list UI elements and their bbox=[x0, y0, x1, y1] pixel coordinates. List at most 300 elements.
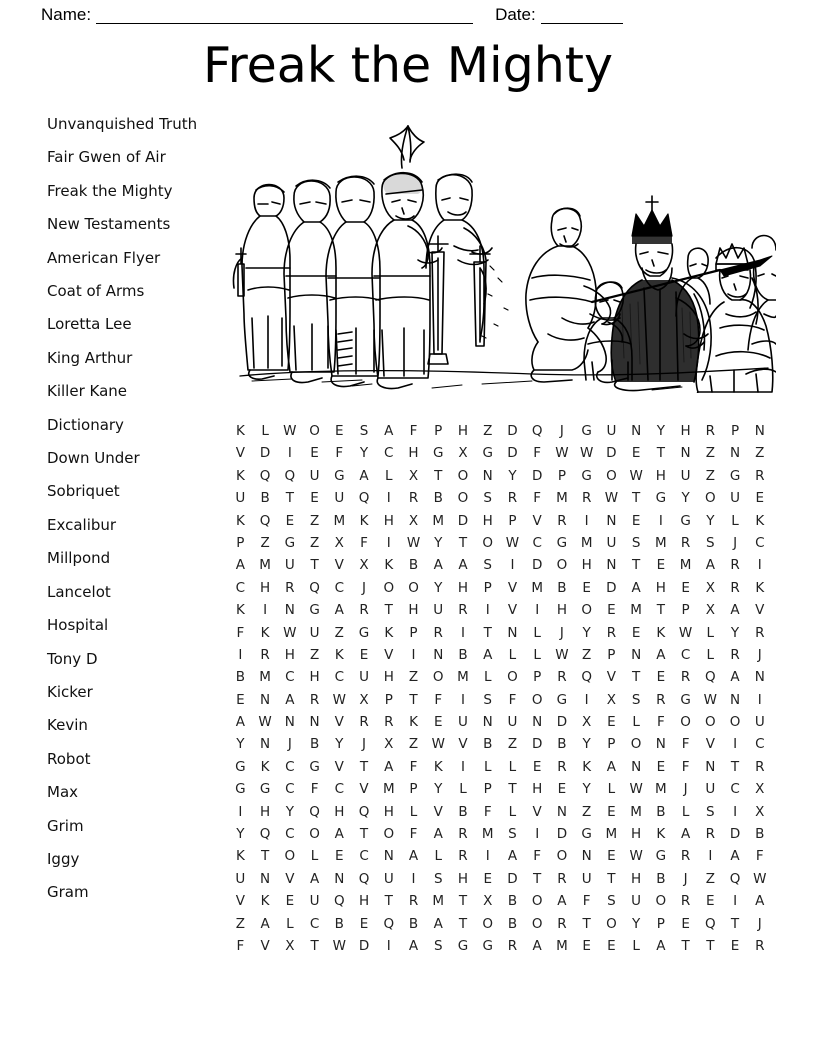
grid-cell[interactable]: A bbox=[433, 915, 443, 932]
grid-cell[interactable]: U bbox=[334, 490, 345, 507]
grid-cell[interactable]: X bbox=[755, 781, 765, 798]
grid-cell[interactable]: W bbox=[678, 624, 693, 641]
grid-cell[interactable]: E bbox=[582, 579, 591, 596]
grid-cell[interactable]: R bbox=[705, 826, 716, 843]
grid-cell[interactable]: V bbox=[359, 781, 369, 798]
grid-cell[interactable]: D bbox=[531, 557, 543, 574]
grid-cell[interactable]: P bbox=[409, 624, 418, 641]
grid-cell[interactable]: M bbox=[259, 669, 271, 686]
grid-cell[interactable]: K bbox=[384, 557, 394, 574]
grid-cell[interactable]: Z bbox=[309, 512, 320, 529]
grid-cell[interactable]: R bbox=[606, 624, 617, 641]
grid-cell[interactable]: T bbox=[458, 893, 468, 910]
grid-cell[interactable]: J bbox=[683, 870, 688, 887]
grid-cell[interactable]: N bbox=[730, 691, 741, 708]
grid-cell[interactable]: W bbox=[629, 781, 643, 798]
grid-cell[interactable]: R bbox=[408, 893, 419, 910]
grid-cell[interactable]: W bbox=[753, 870, 767, 887]
grid-cell[interactable]: H bbox=[408, 602, 419, 619]
grid-cell[interactable]: R bbox=[557, 758, 567, 775]
grid-cell[interactable]: G bbox=[457, 937, 469, 954]
grid-cell[interactable]: Y bbox=[285, 803, 294, 820]
grid-cell[interactable]: U bbox=[359, 669, 369, 686]
grid-cell[interactable]: T bbox=[359, 826, 369, 843]
grid-cell[interactable]: I bbox=[411, 870, 416, 887]
grid-cell[interactable]: F bbox=[236, 937, 245, 954]
grid-cell[interactable]: J bbox=[362, 736, 367, 753]
grid-cell[interactable]: N bbox=[705, 758, 716, 775]
grid-cell[interactable]: L bbox=[409, 803, 418, 820]
grid-cell[interactable]: J bbox=[757, 646, 762, 663]
grid-cell[interactable]: X bbox=[483, 893, 493, 910]
grid-cell[interactable]: U bbox=[606, 423, 617, 439]
grid-cell[interactable]: E bbox=[285, 512, 295, 529]
grid-cell[interactable]: H bbox=[383, 512, 394, 529]
grid-cell[interactable]: I bbox=[485, 848, 490, 865]
grid-cell[interactable]: O bbox=[432, 669, 444, 686]
grid-cell[interactable]: G bbox=[259, 781, 271, 798]
grid-cell[interactable]: F bbox=[681, 736, 690, 753]
grid-cell[interactable]: O bbox=[383, 579, 395, 596]
grid-cell[interactable]: V bbox=[532, 512, 542, 529]
grid-cell[interactable]: M bbox=[605, 826, 618, 843]
grid-cell[interactable]: O bbox=[680, 714, 691, 731]
grid-cell[interactable]: I bbox=[263, 602, 268, 619]
grid-cell[interactable]: Y bbox=[434, 534, 443, 551]
grid-cell[interactable]: A bbox=[260, 915, 270, 932]
grid-cell[interactable]: R bbox=[755, 758, 765, 775]
grid-cell[interactable]: D bbox=[457, 512, 469, 529]
grid-cell[interactable]: X bbox=[755, 803, 765, 820]
grid-cell[interactable]: L bbox=[310, 848, 319, 865]
grid-cell[interactable]: L bbox=[533, 624, 541, 641]
grid-cell[interactable]: N bbox=[482, 714, 493, 731]
grid-cell[interactable]: E bbox=[310, 445, 319, 462]
word-list-item[interactable]: Sobriquet bbox=[47, 482, 120, 501]
grid-cell[interactable]: Z bbox=[408, 669, 419, 686]
word-list-item[interactable]: Dictionary bbox=[47, 415, 124, 434]
grid-cell[interactable]: U bbox=[730, 490, 740, 507]
grid-cell[interactable]: O bbox=[705, 490, 716, 507]
grid-cell[interactable]: R bbox=[458, 848, 468, 865]
grid-cell[interactable]: E bbox=[335, 423, 344, 439]
grid-cell[interactable]: F bbox=[582, 893, 591, 910]
grid-cell[interactable]: G bbox=[235, 758, 246, 775]
grid-cell[interactable]: G bbox=[556, 691, 568, 708]
grid-cell[interactable]: H bbox=[655, 579, 666, 596]
grid-cell[interactable]: M bbox=[556, 490, 568, 507]
grid-cell[interactable]: N bbox=[260, 736, 271, 753]
grid-cell[interactable]: A bbox=[656, 646, 666, 663]
grid-cell[interactable]: E bbox=[730, 937, 740, 954]
grid-cell[interactable]: L bbox=[632, 937, 640, 954]
grid-cell[interactable]: S bbox=[433, 870, 443, 887]
grid-cell[interactable]: C bbox=[235, 579, 246, 596]
grid-cell[interactable]: Z bbox=[309, 646, 320, 663]
grid-cell[interactable]: K bbox=[433, 758, 443, 775]
grid-cell[interactable]: B bbox=[656, 803, 666, 820]
grid-cell[interactable]: I bbox=[584, 512, 589, 529]
grid-cell[interactable]: G bbox=[655, 490, 667, 507]
grid-cell[interactable]: S bbox=[631, 691, 641, 708]
grid-cell[interactable]: R bbox=[581, 490, 592, 507]
grid-cell[interactable]: R bbox=[458, 826, 468, 843]
grid-cell[interactable]: W bbox=[703, 691, 717, 708]
grid-cell[interactable]: W bbox=[604, 490, 619, 507]
grid-cell[interactable]: S bbox=[631, 534, 641, 551]
grid-cell[interactable]: D bbox=[531, 736, 543, 753]
grid-cell[interactable]: L bbox=[508, 758, 517, 775]
grid-cell[interactable]: O bbox=[457, 490, 469, 507]
grid-cell[interactable]: T bbox=[285, 490, 294, 507]
grid-cell[interactable]: W bbox=[555, 445, 569, 462]
grid-cell[interactable]: M bbox=[432, 893, 445, 910]
grid-cell[interactable]: I bbox=[460, 624, 465, 641]
grid-cell[interactable]: O bbox=[606, 915, 617, 932]
grid-cell[interactable]: K bbox=[755, 579, 765, 596]
grid-cell[interactable]: E bbox=[285, 893, 295, 910]
grid-cell[interactable]: H bbox=[655, 467, 666, 484]
grid-cell[interactable]: U bbox=[631, 893, 642, 910]
grid-cell[interactable]: O bbox=[383, 826, 395, 843]
grid-cell[interactable]: P bbox=[730, 423, 740, 439]
grid-cell[interactable]: D bbox=[507, 870, 518, 887]
grid-cell[interactable]: U bbox=[309, 624, 320, 641]
grid-cell[interactable]: O bbox=[531, 893, 543, 910]
grid-cell[interactable]: I bbox=[485, 602, 490, 619]
grid-cell[interactable]: O bbox=[729, 714, 741, 731]
grid-cell[interactable]: Z bbox=[334, 624, 344, 641]
grid-cell[interactable]: K bbox=[755, 512, 765, 529]
grid-cell[interactable]: C bbox=[730, 781, 740, 798]
grid-cell[interactable]: H bbox=[631, 826, 642, 843]
grid-cell[interactable]: Y bbox=[434, 579, 443, 596]
word-list-item[interactable]: Grim bbox=[47, 816, 84, 835]
grid-cell[interactable]: D bbox=[606, 445, 617, 462]
grid-cell[interactable]: I bbox=[386, 490, 391, 507]
grid-cell[interactable]: U bbox=[606, 534, 617, 551]
grid-cell[interactable]: V bbox=[532, 803, 542, 820]
word-list-item[interactable]: King Arthur bbox=[47, 348, 133, 367]
grid-cell[interactable]: H bbox=[260, 803, 271, 820]
grid-cell[interactable]: A bbox=[606, 758, 616, 775]
grid-cell[interactable]: M bbox=[655, 534, 667, 551]
grid-cell[interactable]: R bbox=[730, 557, 740, 574]
grid-cell[interactable]: G bbox=[729, 467, 741, 484]
grid-cell[interactable]: K bbox=[235, 467, 245, 484]
grid-cell[interactable]: U bbox=[235, 490, 246, 507]
grid-cell[interactable]: F bbox=[409, 826, 418, 843]
grid-cell[interactable]: L bbox=[731, 512, 739, 529]
grid-cell[interactable]: P bbox=[384, 691, 393, 708]
grid-cell[interactable]: K bbox=[235, 423, 245, 439]
grid-cell[interactable]: T bbox=[631, 557, 641, 574]
grid-cell[interactable]: O bbox=[531, 691, 543, 708]
grid-cell[interactable]: P bbox=[483, 781, 492, 798]
grid-cell[interactable]: N bbox=[532, 714, 543, 731]
grid-cell[interactable]: N bbox=[433, 646, 444, 663]
grid-cell[interactable]: E bbox=[433, 714, 443, 731]
grid-cell[interactable]: F bbox=[360, 534, 368, 551]
grid-cell[interactable]: M bbox=[432, 512, 445, 529]
grid-cell[interactable]: B bbox=[433, 490, 443, 507]
grid-cell[interactable]: L bbox=[483, 669, 492, 686]
grid-cell[interactable]: E bbox=[557, 781, 567, 798]
grid-cell[interactable]: C bbox=[680, 646, 691, 663]
word-list-item[interactable]: Killer Kane bbox=[47, 382, 128, 401]
grid-cell[interactable]: F bbox=[409, 758, 418, 775]
grid-cell[interactable]: U bbox=[705, 781, 716, 798]
grid-cell[interactable]: A bbox=[433, 557, 443, 574]
grid-cell[interactable]: A bbox=[285, 691, 295, 708]
grid-cell[interactable]: N bbox=[754, 423, 765, 439]
grid-cell[interactable]: S bbox=[607, 893, 616, 910]
grid-cell[interactable]: X bbox=[285, 937, 295, 954]
grid-cell[interactable]: V bbox=[260, 937, 270, 954]
grid-cell[interactable]: V bbox=[458, 736, 468, 753]
grid-cell[interactable]: Z bbox=[755, 445, 765, 462]
grid-cell[interactable]: D bbox=[556, 714, 568, 731]
grid-cell[interactable]: O bbox=[655, 893, 667, 910]
word-list-item[interactable]: Iggy bbox=[47, 849, 80, 868]
grid-cell[interactable]: H bbox=[383, 803, 394, 820]
grid-cell[interactable]: E bbox=[310, 490, 319, 507]
grid-cell[interactable]: R bbox=[730, 579, 740, 596]
grid-cell[interactable]: H bbox=[581, 557, 592, 574]
grid-cell[interactable]: B bbox=[260, 490, 270, 507]
grid-cell[interactable]: Y bbox=[656, 423, 665, 439]
word-list-item[interactable]: Lancelot bbox=[47, 582, 111, 601]
grid-cell[interactable]: L bbox=[533, 646, 541, 663]
grid-cell[interactable]: L bbox=[434, 848, 442, 865]
grid-cell[interactable]: N bbox=[334, 870, 345, 887]
grid-cell[interactable]: X bbox=[606, 691, 616, 708]
grid-cell[interactable]: G bbox=[433, 445, 444, 462]
grid-cell[interactable]: L bbox=[607, 781, 616, 798]
grid-cell[interactable]: R bbox=[557, 512, 567, 529]
grid-cell[interactable]: H bbox=[309, 669, 320, 686]
grid-cell[interactable]: F bbox=[335, 445, 344, 462]
grid-cell[interactable]: A bbox=[359, 467, 369, 484]
grid-cell[interactable]: R bbox=[680, 893, 691, 910]
grid-cell[interactable]: K bbox=[359, 512, 369, 529]
grid-cell[interactable]: I bbox=[460, 758, 465, 775]
grid-cell[interactable]: Z bbox=[235, 915, 245, 932]
grid-cell[interactable]: N bbox=[680, 445, 691, 462]
grid-cell[interactable]: G bbox=[655, 848, 667, 865]
grid-cell[interactable]: O bbox=[531, 915, 543, 932]
grid-cell[interactable]: Z bbox=[582, 646, 592, 663]
grid-cell[interactable]: X bbox=[582, 714, 592, 731]
grid-cell[interactable]: N bbox=[482, 467, 493, 484]
grid-cell[interactable]: H bbox=[556, 602, 567, 619]
grid-cell[interactable]: H bbox=[383, 669, 394, 686]
grid-cell[interactable]: N bbox=[754, 669, 765, 686]
grid-cell[interactable]: F bbox=[483, 803, 492, 820]
grid-cell[interactable]: V bbox=[235, 445, 245, 462]
grid-cell[interactable]: S bbox=[706, 803, 715, 820]
grid-cell[interactable]: A bbox=[458, 557, 468, 574]
grid-cell[interactable]: D bbox=[729, 826, 741, 843]
grid-cell[interactable]: R bbox=[458, 602, 468, 619]
grid-cell[interactable]: N bbox=[383, 848, 394, 865]
grid-cell[interactable]: E bbox=[681, 915, 690, 932]
grid-cell[interactable]: A bbox=[384, 758, 394, 775]
grid-cell[interactable]: L bbox=[385, 467, 393, 484]
grid-cell[interactable]: W bbox=[406, 534, 421, 551]
grid-cell[interactable]: G bbox=[680, 512, 691, 529]
grid-cell[interactable]: I bbox=[510, 557, 515, 574]
grid-cell[interactable]: K bbox=[409, 714, 418, 731]
grid-cell[interactable]: F bbox=[681, 758, 690, 775]
grid-cell[interactable]: T bbox=[434, 467, 443, 484]
grid-cell[interactable]: Q bbox=[259, 467, 271, 484]
grid-cell[interactable]: P bbox=[434, 423, 443, 439]
grid-cell[interactable]: Q bbox=[284, 467, 296, 484]
word-list-item[interactable]: Unvanquished Truth bbox=[47, 115, 198, 133]
grid-cell[interactable]: Y bbox=[582, 781, 591, 798]
word-list-item[interactable]: Robot bbox=[47, 749, 91, 768]
grid-cell[interactable]: C bbox=[755, 534, 765, 551]
grid-cell[interactable]: A bbox=[334, 602, 344, 619]
word-list-item[interactable]: Down Under bbox=[47, 449, 140, 468]
grid-cell[interactable]: E bbox=[532, 758, 542, 775]
word-list-item[interactable]: Tony D bbox=[47, 649, 98, 668]
grid-cell[interactable]: R bbox=[359, 602, 369, 619]
grid-cell[interactable]: A bbox=[235, 557, 245, 574]
grid-cell[interactable]: I bbox=[733, 803, 738, 820]
grid-cell[interactable]: O bbox=[705, 714, 716, 731]
grid-cell[interactable]: K bbox=[582, 758, 592, 775]
word-list-item[interactable]: Hospital bbox=[47, 616, 109, 635]
grid-cell[interactable]: O bbox=[284, 848, 296, 865]
grid-cell[interactable]: H bbox=[457, 870, 469, 887]
grid-cell[interactable]: K bbox=[260, 893, 270, 910]
grid-cell[interactable]: U bbox=[309, 467, 320, 484]
grid-cell[interactable]: Z bbox=[705, 870, 715, 887]
grid-cell[interactable]: B bbox=[309, 736, 320, 753]
grid-cell[interactable]: V bbox=[755, 602, 765, 619]
grid-cell[interactable]: X bbox=[705, 579, 715, 596]
grid-cell[interactable]: N bbox=[631, 423, 642, 439]
grid-cell[interactable]: S bbox=[483, 490, 492, 507]
grid-cell[interactable]: K bbox=[384, 624, 394, 641]
grid-cell[interactable]: H bbox=[457, 423, 469, 439]
word-list-item[interactable]: Excalibur bbox=[47, 515, 117, 534]
grid-cell[interactable]: P bbox=[533, 669, 542, 686]
grid-cell[interactable]: T bbox=[260, 848, 270, 865]
grid-cell[interactable]: R bbox=[433, 624, 443, 641]
grid-cell[interactable]: T bbox=[656, 602, 665, 619]
grid-cell[interactable]: T bbox=[458, 534, 468, 551]
grid-cell[interactable]: R bbox=[755, 624, 765, 641]
grid-cell[interactable]: Y bbox=[582, 736, 591, 753]
grid-cell[interactable]: P bbox=[681, 602, 690, 619]
grid-cell[interactable]: E bbox=[335, 848, 344, 865]
grid-cell[interactable]: H bbox=[482, 512, 493, 529]
grid-cell[interactable]: N bbox=[284, 602, 295, 619]
grid-cell[interactable]: P bbox=[557, 467, 566, 484]
grid-cell[interactable]: K bbox=[235, 602, 245, 619]
grid-cell[interactable]: A bbox=[384, 423, 394, 439]
grid-cell[interactable]: V bbox=[606, 669, 616, 686]
grid-cell[interactable]: C bbox=[285, 669, 295, 686]
grid-cell[interactable]: L bbox=[459, 781, 467, 798]
grid-cell[interactable]: M bbox=[556, 937, 568, 954]
grid-cell[interactable]: E bbox=[359, 646, 369, 663]
grid-cell[interactable]: T bbox=[631, 490, 641, 507]
grid-cell[interactable]: Q bbox=[309, 803, 320, 820]
grid-cell[interactable]: V bbox=[235, 893, 245, 910]
grid-cell[interactable]: U bbox=[507, 714, 518, 731]
grid-cell[interactable]: B bbox=[507, 893, 518, 910]
grid-cell[interactable]: A bbox=[730, 669, 740, 686]
word-list-item[interactable]: Kevin bbox=[47, 716, 88, 735]
grid-cell[interactable]: R bbox=[359, 714, 369, 731]
grid-cell[interactable]: X bbox=[384, 736, 394, 753]
grid-cell[interactable]: R bbox=[557, 669, 567, 686]
grid-cell[interactable]: O bbox=[309, 826, 320, 843]
word-list-item[interactable]: Gram bbox=[47, 883, 89, 902]
grid-cell[interactable]: O bbox=[482, 534, 494, 551]
grid-cell[interactable]: G bbox=[309, 602, 320, 619]
grid-cell[interactable]: P bbox=[483, 579, 492, 596]
grid-cell[interactable]: J bbox=[287, 736, 292, 753]
grid-cell[interactable]: R bbox=[408, 490, 419, 507]
grid-cell[interactable]: G bbox=[680, 691, 691, 708]
grid-cell[interactable]: Y bbox=[508, 467, 517, 484]
grid-cell[interactable]: U bbox=[309, 893, 320, 910]
grid-cell[interactable]: A bbox=[631, 579, 641, 596]
grid-cell[interactable]: M bbox=[655, 781, 667, 798]
grid-cell[interactable]: I bbox=[238, 646, 243, 663]
grid-cell[interactable]: W bbox=[332, 937, 346, 954]
grid-cell[interactable]: E bbox=[582, 937, 591, 954]
grid-cell[interactable]: C bbox=[532, 534, 542, 551]
word-list-item[interactable]: Loretta Lee bbox=[47, 315, 132, 334]
grid-cell[interactable]: E bbox=[631, 624, 641, 641]
grid-cell[interactable]: Y bbox=[706, 512, 715, 529]
grid-cell[interactable]: E bbox=[706, 893, 715, 910]
grid-cell[interactable]: U bbox=[433, 602, 444, 619]
grid-cell[interactable]: L bbox=[681, 803, 690, 820]
grid-cell[interactable]: I bbox=[386, 937, 391, 954]
grid-cell[interactable]: G bbox=[581, 467, 592, 484]
grid-cell[interactable]: N bbox=[284, 714, 295, 731]
grid-cell[interactable]: R bbox=[680, 669, 691, 686]
date-write-line[interactable] bbox=[541, 22, 623, 24]
grid-cell[interactable]: X bbox=[334, 534, 344, 551]
grid-cell[interactable]: Q bbox=[358, 870, 370, 887]
grid-cell[interactable]: Z bbox=[309, 534, 320, 551]
grid-cell[interactable]: S bbox=[706, 534, 715, 551]
grid-cell[interactable]: V bbox=[507, 579, 518, 596]
grid-cell[interactable]: I bbox=[411, 646, 416, 663]
grid-cell[interactable]: E bbox=[656, 669, 666, 686]
grid-cell[interactable]: L bbox=[706, 646, 715, 663]
grid-cell[interactable]: A bbox=[680, 826, 691, 843]
grid-cell[interactable]: Y bbox=[236, 736, 245, 753]
grid-cell[interactable]: S bbox=[483, 557, 492, 574]
grid-cell[interactable]: S bbox=[433, 937, 443, 954]
grid-cell[interactable]: Y bbox=[730, 624, 740, 641]
grid-cell[interactable]: U bbox=[383, 870, 394, 887]
grid-cell[interactable]: B bbox=[656, 870, 666, 887]
grid-cell[interactable]: F bbox=[755, 848, 764, 865]
grid-cell[interactable]: L bbox=[632, 714, 640, 731]
grid-cell[interactable]: K bbox=[334, 646, 344, 663]
grid-cell[interactable]: E bbox=[236, 691, 245, 708]
